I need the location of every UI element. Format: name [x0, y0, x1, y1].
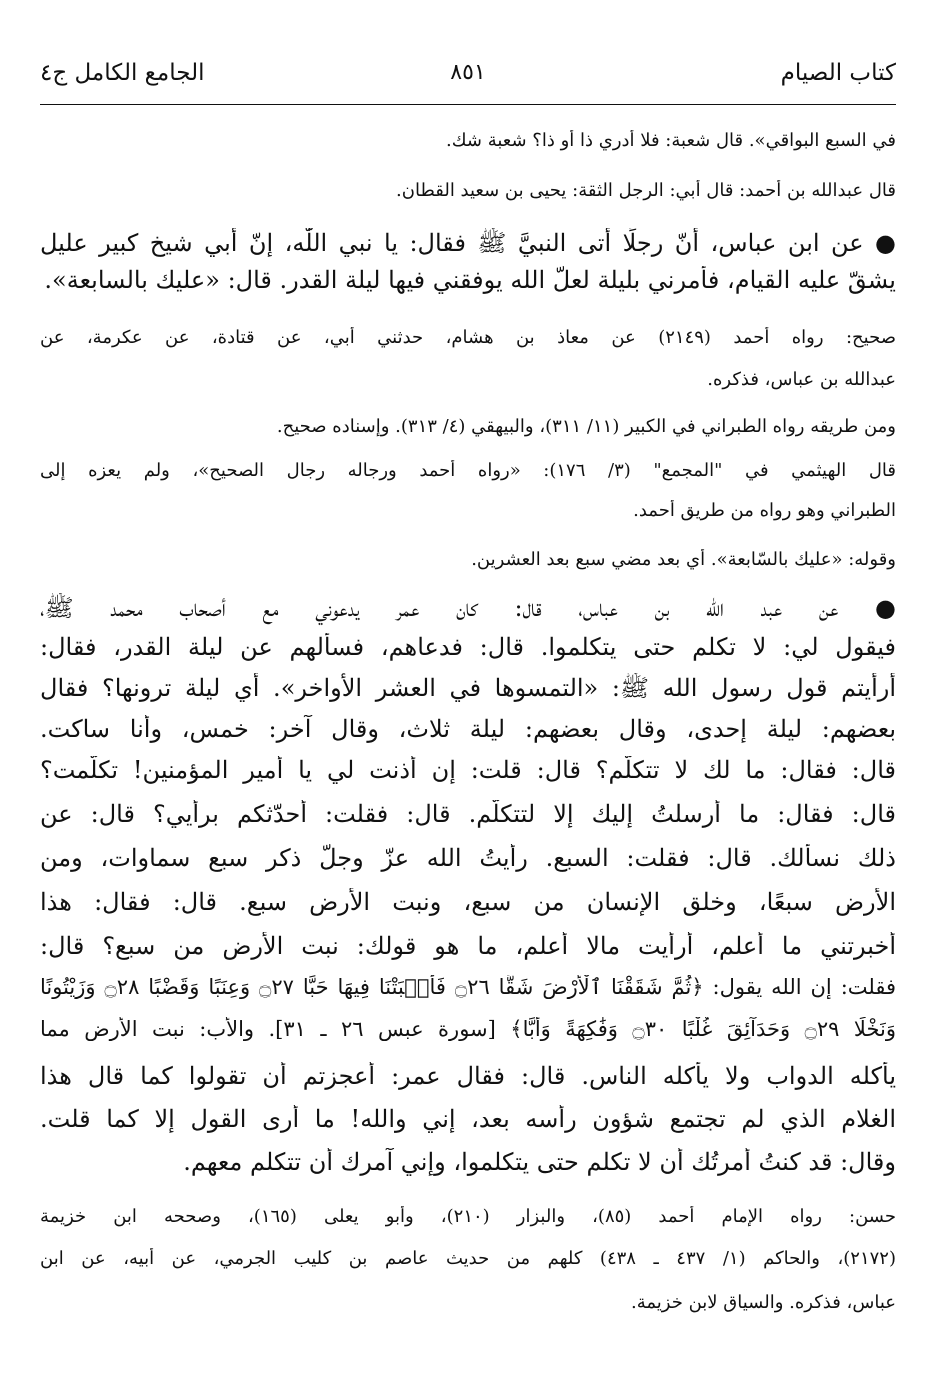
text-line: في السبع البواقي». قال شعبة: فلا أدري ذا أو ذا؟ شعبة شك.: [446, 130, 896, 151]
text-line: عبدالله بن عباس، فذكره.: [707, 369, 896, 390]
quran-line: وَنَخْلًا ۝٢٩ وَحَدَآئِقَ غُلْبًا ۝٣٠ وَفَٰكِهَةً وَأَبًّا﴾ [سورة عبس ٢٦ ـ ٣١]. والأب: نبت الأرض مما: [40, 1017, 896, 1041]
hadith-line: قال: فقال: ما أرسلتُ إليك إلا لتتكلّم. قال: فقلت: أحدّثكم برأيي؟ قال: عن: [40, 800, 896, 828]
header-rule: [40, 104, 896, 105]
page-number: ٨٥١: [450, 60, 486, 85]
text-line: (٢١٧٢)، والحاكم (١/ ٤٣٧ ـ ٤٣٨) كلهم من حديث عاصم بن كليب الجرمي، عن أبيه، عن ابن: [40, 1248, 896, 1269]
text-line: ومن طريقه رواه الطبراني في الكبير (١١/ ٣١١)، والبيهقي (٤/ ٣١٣). وإسناده صحيح.: [276, 416, 896, 437]
hadith-line: قال: فقال: ما لك لا تتكلّم؟ قال: قلت: إن أذنت لي يا أمير المؤمنين! تكلّمت؟: [40, 756, 896, 784]
text-line: عباس، فذكره. والسياق لابن خزيمة.: [631, 1292, 896, 1313]
hadith-line: أخبرتني ما أعلم، أرأيت مالا أعلم، ما هو قولك: نبت الأرض من سبع؟ قال:: [40, 932, 896, 960]
page-header: [40, 60, 896, 100]
hadith-line: أرأيتم قول رسول الله ﷺ: «التمسوها في العشر الأواخر». أي ليلة ترونها؟ فقال: [40, 674, 896, 702]
text-line: قال الهيثمي في "المجمع" (٣/ ١٧٦): «رواه أحمد ورجاله رجال الصحيح»، ولم يعزه إلى: [40, 460, 896, 481]
text-line: حسن: رواه الإمام أحمد (٨٥)، والبزار (٢١٠)، وأبو يعلى (١٦٥)، وصححه ابن خزيمة: [40, 1206, 896, 1227]
hadith-line: ذلك نسألك. قال: فقلت: السبع. رأيتُ الله عزّ وجلّ ذكر سبع سماوات، ومن: [40, 844, 896, 872]
hadith-line: ● عن ابن عباس، أنّ رجلًا أتى النبيَّ ﷺ فقال: يا نبي اللّٰه، إنّ أبي شيخ كبير عليل: [40, 229, 896, 257]
book-title: كتاب الصيام: [780, 60, 896, 86]
hadith-line: يشقّ عليه القيام، فأْمرني بليلة لعلّ الله يوفقني فيها ليلة القدر. قال: «عليك بالسابعة».: [44, 266, 896, 294]
hadith-line: فيقول لي: لا تكلم حتى يتكلموا. قال: فدعاهم، فسألهم عن ليلة القدر، فقال:: [40, 633, 896, 661]
hadith-line: الغلام الذي لم تجتمع شؤون رأسه بعد، إني والله! ما أرى القول إلا كما قلت.: [40, 1105, 896, 1133]
quran-line: فقلت: إن الله يقول: ﴿ثُمَّ شَقَقْنَا ٱلْأَرْضَ شَقًّا ۝٢٦ فَأَنۢبَتْنَا فِيهَا حَبًّا ۝٢٧ وَعِنَبًا وَقَضْبًا ۝٢٨ وَزَيْتُونًا: [40, 975, 896, 999]
text-line: الطبراني وهو رواه من طريق أحمد.: [633, 500, 896, 521]
hadith-line: الأرض سبعًا، وخلق الإنسان من سبع، ونبت الأرض سبع. قال: فقال: هذا: [40, 888, 896, 916]
hadith-line: ● عن عبد الله بن عباس، قال: كان عمر يدعوني مع أصحاب محمد ﷺ،: [40, 594, 896, 622]
hadith-line: بعضهم: ليلة إحدى، وقال بعضهم: ليلة ثلاث، وقال آخر: خمس، وأنا ساكت.: [40, 715, 896, 743]
hadith-line: وقال: قد كنتُ أمرتُك أن لا تكلم حتى يتكلموا، وإني آمرك أن تتكلم معهم.: [183, 1148, 896, 1176]
text-line: قال عبدالله بن أحمد: قال أبي: الرجل الثقة: يحيى بن سعيد القطان.: [396, 180, 896, 201]
volume-title: الجامع الكامل ج٤: [40, 60, 205, 86]
text-line: وقوله: «عليك بالسّابعة». أي بعد مضي سبع بعد العشرين.: [471, 549, 896, 570]
hadith-line: يأكله الدواب ولا يأكله الناس. قال: فقال عمر: أعجزتم أن تقولوا كما قال هذا: [40, 1062, 896, 1090]
text-line: صحيح: رواه أحمد (٢١٤٩) عن معاذ بن هشام، حدثني أبي، عن قتادة، عن عكرمة، عن: [40, 327, 896, 348]
